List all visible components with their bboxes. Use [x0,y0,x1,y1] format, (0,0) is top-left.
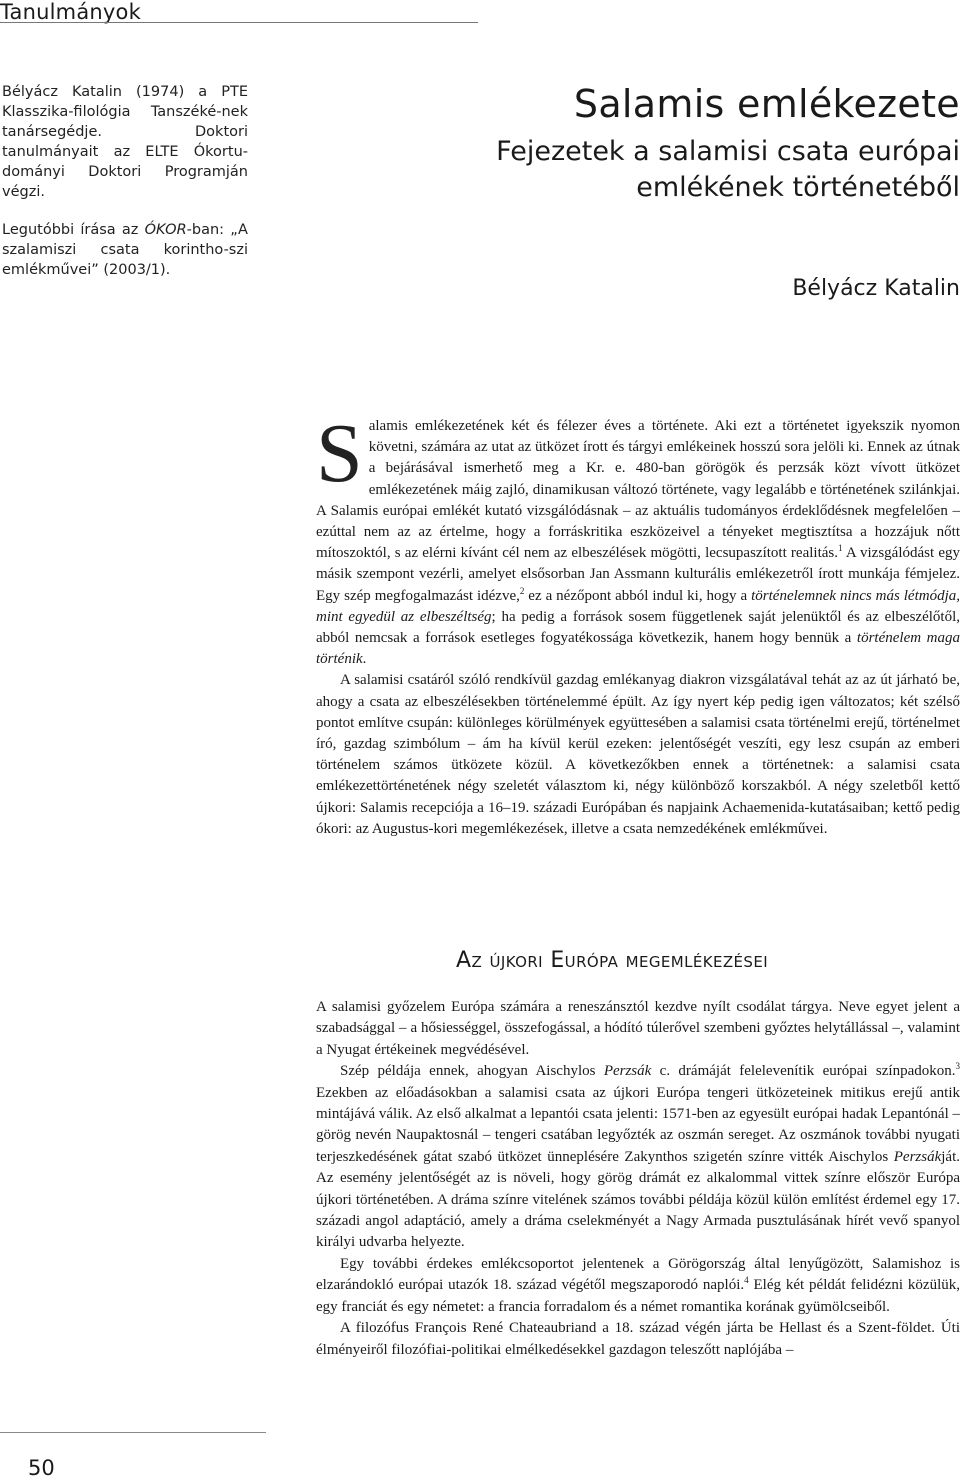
section-paragraph-1: A salamisi győzelem Európa számára a reneszánsztól kezdve nyílt csodálat tárgya. Neve egyet jelent a szabadsággal – a hősiességgel, összefogással, a hódító túlerővel szembeni győztes helytállással –, valamint a Nyugat értékeinek megvédésével. [316,999,960,1058]
article-subtitle [320,134,960,206]
footnote-ref-4: 4 [744,1275,749,1286]
s2p2-italic-2: Perzsák [893,1148,942,1165]
p1-text-a: alamis emlékezetének két és félezer éves a története. Aki ezt a történetet igyekszik nyomon követni, számára az utat az ütközet írott és tárgyi emlékeinek hosszú sora jelöli ki. Ennek az útnak a bejárásával ismerhető meg a Kr. e. 480-ban görögök és perzsák közt vívott ütközet emlékezetének máig zajló, dinamikusan változó története, vagy legalább e történetének szilánkjai. A Salamis európai emlékét kutató vizsgálódásnak – az aktuális tudományos érdeklődésnek megfelelően – ezúttal nem az az értelme, hogy a forráskritika eszközeivel a tényeket megtisztítsa a hozzájuk nőtt mítoszoktól, s az elérni kívánt cél nem az elbeszélések mögötti, lecsupaszított realitás. [316,418,960,562]
p1-text-d: ; ha pedig a források sosem függetlenek saját jelenüktől és az elbeszélőtől, abból nemcsak a források esetleges fogyatékossága következik, hanem hogy bennük a [316,608,960,647]
footnote-ref-3: 3 [955,1061,960,1072]
section-paragraph-3 [316,1254,960,1318]
s2p3-text-a: Egy további érdekes emlékcsoportot jelentenek a Görögország által lenyűgözött, Salamishoz is elzarándokló európai utazók 18. század végétől megszaporodó naplói. [316,1255,960,1294]
sidebar-spacer [2,202,248,220]
footer-rule [0,1432,266,1433]
footnote-ref-2: 2 [519,585,525,596]
p1-text-c: ez a nézőpont abból indul ki, hogy a [524,587,752,604]
article-author: Bélyácz Katalin [792,276,960,301]
section-body [316,997,960,1361]
header-rule [0,22,478,23]
footnote-ref-1: 1 [837,543,843,554]
s2p3-text-b: Elég két példát felidézni közülük, egy franciát és egy németet: a francia forradalom és a német romantika korának gyümölcseiből. [316,1277,960,1315]
subtitle-line-1: Fejezetek a salamisi csata európai [496,136,960,167]
latest-text-2: -ban: „A szalamiszi csata korintho-szi emlékművei” (2003/1). [2,222,248,278]
s2p2-italic-1: Perzsák [603,1063,652,1080]
article-title: Salamis emlékezete [573,82,960,126]
s2p2-text-a: Szép példája ennek, ahogyan Aischylos [340,1063,604,1080]
s2p2-text-b: c. drámáját felelevenítik európai színpadokon. [651,1063,956,1080]
title-block [320,80,960,206]
author-bio: Bélyácz Katalin (1974) a PTE Klasszika-filológia Tanszéké-nek tanársegédje. Doktori tanulmányait az ELTE Ókortu-dományi Doktori Programján végzi. [2,84,248,200]
section-paragraph-2 [316,1061,960,1254]
section-paragraph-4: A filozófus François René Chateaubriand a 18. század végén járta be Hellast és a Szent-földet. Úti élményeiről filozófiai-politikai elmélkedésekkel gazdagon teleszőtt naplójába – [316,1320,960,1358]
section-heading: Az újkori Európa megemlékezései [456,948,769,973]
section-label: Tanulmányok [0,0,141,24]
s2p2-text-c: Ezekben az előadásokban a salamisi csata az újkori Európa tengeri ütközeteinek mitikus erejű antik mintájává válik. Az első alkalmat a lepantói csata jelenti: 1571-ben az egyesült európai hadak Lepantónál – görög nevén Naupaktosnál – tengeri csatában legyőzték az oszmán sereget. Az oszmánok további nyugati terjeszkedésének gátat szabó ütközet ünneplésére Zakynthos szigetén színre vitték Aischylos [316,1084,960,1165]
page-number: 50 [28,1456,55,1480]
s2p2-text-d: ját. Az esemény jelentőségét az is növeli, hogy görög drámát ez alkalommal vittek színre először Európa újkori történetében. A dráma színre vitelének számos további példája közül külön említést érdemel egy 17. századi angol adaptáció, amely a dráma cselekményét a Nagy Armada pusztulásának hírét vevő spanyol királyi udvarba helyezte. [316,1148,960,1251]
author-latest-work [2,220,248,280]
author-sidebar [2,82,248,280]
latest-text-1: Legutóbbi írása az [2,222,145,238]
p1-text-e: . [362,651,367,668]
subtitle-line-2: emlékének történetéből [636,172,960,203]
body-paragraph-2: A salamisi csatáról szóló rendkívül gazdag emlékanyag diakron vizsgálatával tehát az az út járható be, ahogy a csata az elbeszélésekben történelemmé épült. Az így nyert kép pedig igen változatos; két szélső pontot említve csupán: különleges körülmények együttesében a salamisi csata történelmi erejű, történelmet író, gazdag szimbólum – ám ha kívül kerül ezeken: jelentőségét veszíti, egy lesz csupán az emberi történelem számos ütközete közül. A következőkben ennek a történetnek: a salamisi csata emlékezettörténetének négy szeletét választom ki, négy különböző korszakból. A négy szeletből kettő újkori: Salamis recepciója a 16–19. századi Európában és napjaink Achaemenida-kutatásaiban; kettő pedig ókori: az Augustus-kori megemlékezések, illetve a csata nemzedékének emlékművei. [316,672,960,837]
p1-italic-2: történelem maga történik [316,630,960,668]
body-paragraph-1 [316,407,960,670]
drop-cap: S [316,407,363,500]
p1-italic-1: történelemnek nincs más létmódja, mint egyedül az elbeszéltség [316,587,960,625]
p1-text-b: A vizsgálódást egy másik szempont vezérli, amelyet elsősorban Jan Assmann kulturális emlékezetről írott munkája fémjelez. Egy szép megfogalmazást idézve, [316,545,960,604]
journal-name: ÓKOR [144,222,187,238]
article-body [316,407,960,840]
